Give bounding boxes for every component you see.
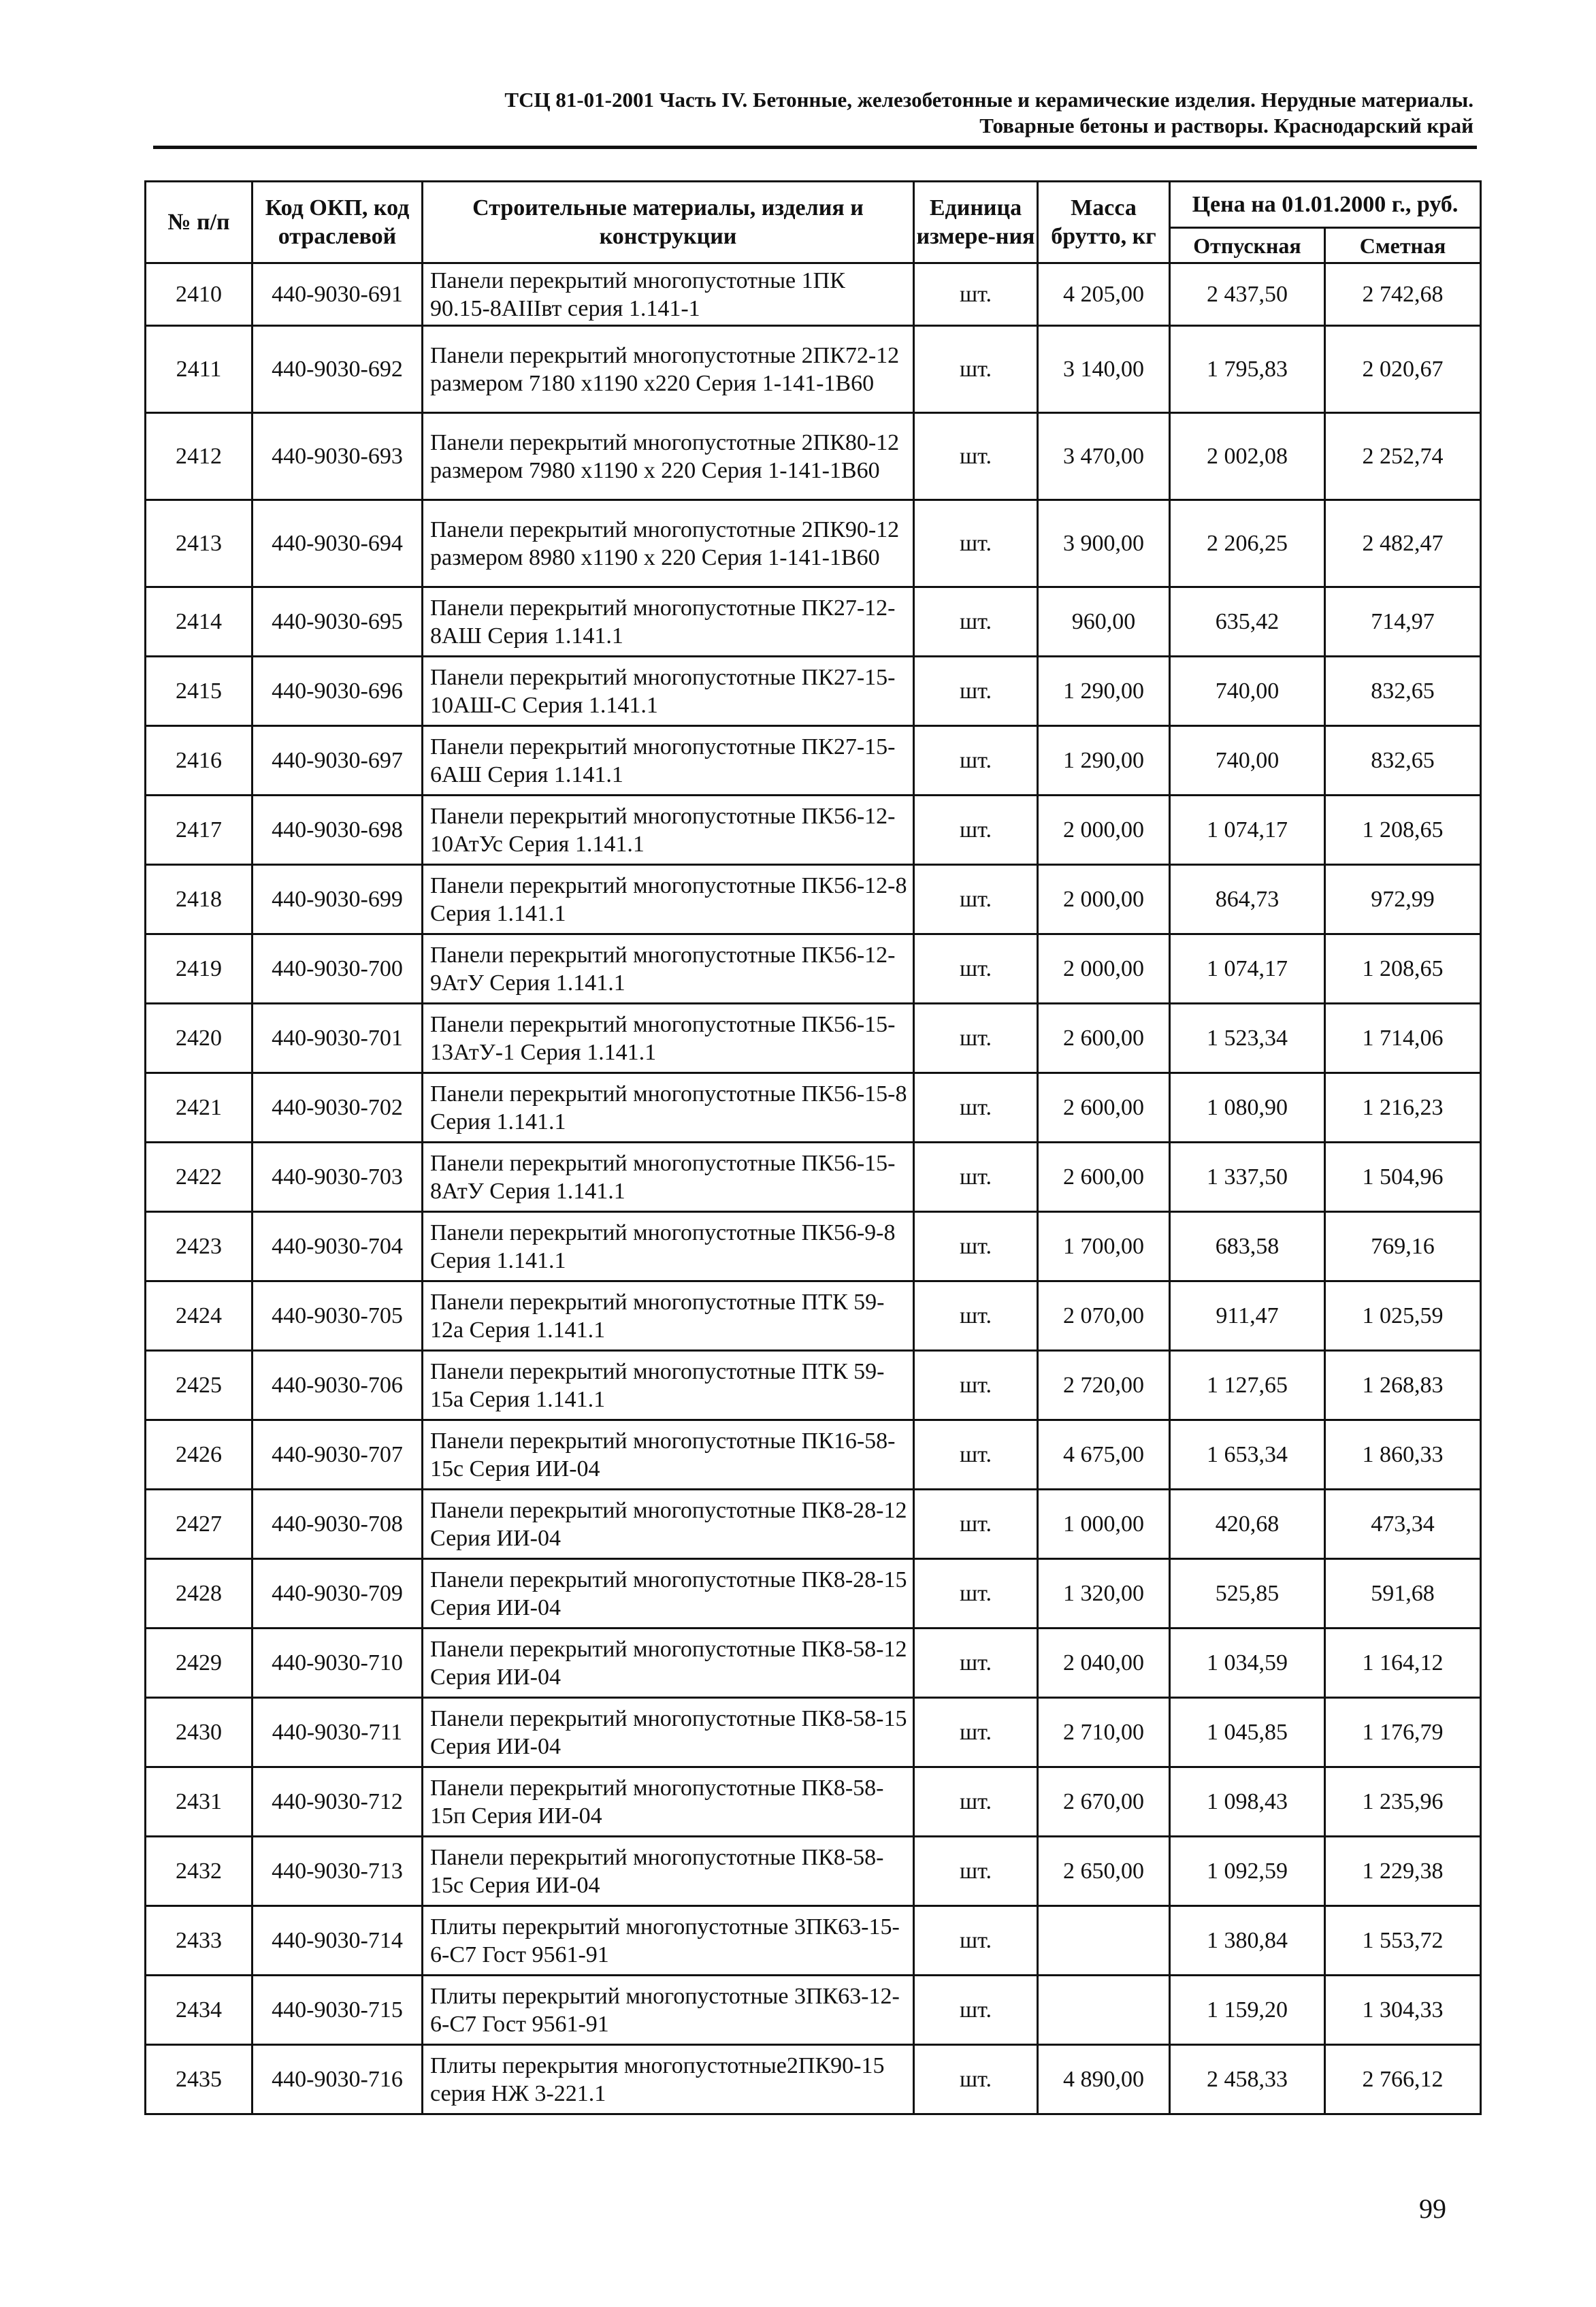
row-unit: шт. xyxy=(914,1212,1038,1281)
row-code: 440-9030-692 xyxy=(253,326,423,413)
col-header-unit: Единица измере-ния xyxy=(914,182,1038,263)
table-row xyxy=(146,1351,1481,1420)
row-name: Плиты перекрытий многопустотные 3ПК63-12-6-С7 Гост 9561-91 xyxy=(423,1976,914,2045)
row-price-release: 1 034,59 xyxy=(1170,1629,1325,1698)
row-mass xyxy=(1038,1976,1170,2045)
col-header-num: № п/п xyxy=(146,182,253,263)
table-row xyxy=(146,1698,1481,1767)
price-table xyxy=(144,180,1482,2115)
row-unit: шт. xyxy=(914,1004,1038,1073)
row-name: Панели перекрытий многопустотные ПК27-15-6АШ Серия 1.141.1 xyxy=(423,726,914,796)
row-num: 2434 xyxy=(146,1976,253,2045)
row-num: 2428 xyxy=(146,1559,253,1629)
table-row xyxy=(146,934,1481,1004)
table-row xyxy=(146,1073,1481,1143)
row-price-estimate: 1 268,83 xyxy=(1325,1351,1481,1420)
row-unit: шт. xyxy=(914,1490,1038,1559)
row-num: 2422 xyxy=(146,1143,253,1212)
row-name: Панели перекрытий многопустотные ПК8-28-15 Серия ИИ-04 xyxy=(423,1559,914,1629)
row-code: 440-9030-700 xyxy=(253,934,423,1004)
row-price-release: 1 159,20 xyxy=(1170,1976,1325,2045)
row-name: Панели перекрытий многопустотные ПК56-15-8 Серия 1.141.1 xyxy=(423,1073,914,1143)
row-code: 440-9030-698 xyxy=(253,796,423,865)
row-code: 440-9030-713 xyxy=(253,1837,423,1906)
table-row xyxy=(146,1767,1481,1837)
row-mass: 3 900,00 xyxy=(1038,500,1170,587)
row-price-estimate: 2 742,68 xyxy=(1325,263,1481,326)
row-name: Панели перекрытий многопустотные ПК8-58-15п Серия ИИ-04 xyxy=(423,1767,914,1837)
row-code: 440-9030-704 xyxy=(253,1212,423,1281)
row-price-release: 1 653,34 xyxy=(1170,1420,1325,1490)
row-num: 2413 xyxy=(146,500,253,587)
row-price-estimate: 769,16 xyxy=(1325,1212,1481,1281)
row-mass: 2 650,00 xyxy=(1038,1837,1170,1906)
row-price-estimate: 591,68 xyxy=(1325,1559,1481,1629)
row-unit: шт. xyxy=(914,326,1038,413)
row-code: 440-9030-707 xyxy=(253,1420,423,1490)
row-code: 440-9030-708 xyxy=(253,1490,423,1559)
header-line-2: Товарные бетоны и растворы. Краснодарский край xyxy=(979,114,1473,137)
row-price-release: 1 127,65 xyxy=(1170,1351,1325,1420)
row-name: Панели перекрытий многопустотные ПК8-28-12 Серия ИИ-04 xyxy=(423,1490,914,1559)
row-unit: шт. xyxy=(914,1351,1038,1420)
row-name: Панели перекрытий многопустотные ПТК 59-15а Серия 1.141.1 xyxy=(423,1351,914,1420)
table-row xyxy=(146,1559,1481,1629)
row-price-release: 1 380,84 xyxy=(1170,1906,1325,1976)
row-code: 440-9030-701 xyxy=(253,1004,423,1073)
row-num: 2431 xyxy=(146,1767,253,1837)
table-row xyxy=(146,1629,1481,1698)
row-num: 2410 xyxy=(146,263,253,326)
row-name: Панели перекрытий многопустотные 1ПК 90.15-8АIIIвт серия 1.141-1 xyxy=(423,263,914,326)
row-code: 440-9030-711 xyxy=(253,1698,423,1767)
row-unit: шт. xyxy=(914,934,1038,1004)
row-mass: 2 720,00 xyxy=(1038,1351,1170,1420)
row-num: 2427 xyxy=(146,1490,253,1559)
table-row xyxy=(146,263,1481,326)
row-code: 440-9030-699 xyxy=(253,865,423,934)
table-row xyxy=(146,1004,1481,1073)
row-unit: шт. xyxy=(914,1281,1038,1351)
row-mass: 1 700,00 xyxy=(1038,1212,1170,1281)
table-row xyxy=(146,2045,1481,2114)
row-code: 440-9030-695 xyxy=(253,587,423,657)
row-mass: 1 290,00 xyxy=(1038,726,1170,796)
row-price-estimate: 1 164,12 xyxy=(1325,1629,1481,1698)
row-num: 2414 xyxy=(146,587,253,657)
row-name: Плиты перекрытия многопустотные2ПК90-15 серия НЖ 3-221.1 xyxy=(423,2045,914,2114)
row-price-release: 740,00 xyxy=(1170,726,1325,796)
row-num: 2435 xyxy=(146,2045,253,2114)
row-price-estimate: 832,65 xyxy=(1325,726,1481,796)
row-name: Панели перекрытий многопустотные ПК56-15-13АтУ-1 Серия 1.141.1 xyxy=(423,1004,914,1073)
table-row xyxy=(146,865,1481,934)
col-header-name: Строительные материалы, изделия и конструкции xyxy=(423,182,914,263)
row-num: 2429 xyxy=(146,1629,253,1698)
row-unit: шт. xyxy=(914,1629,1038,1698)
row-price-estimate: 832,65 xyxy=(1325,657,1481,726)
row-price-estimate: 473,34 xyxy=(1325,1490,1481,1559)
row-unit: шт. xyxy=(914,1837,1038,1906)
row-name: Панели перекрытий многопустотные ПК8-58-12 Серия ИИ-04 xyxy=(423,1629,914,1698)
row-mass: 2 000,00 xyxy=(1038,796,1170,865)
row-unit: шт. xyxy=(914,865,1038,934)
row-code: 440-9030-706 xyxy=(253,1351,423,1420)
table-row xyxy=(146,413,1481,500)
row-num: 2419 xyxy=(146,934,253,1004)
row-num: 2433 xyxy=(146,1906,253,1976)
row-mass: 2 600,00 xyxy=(1038,1073,1170,1143)
row-unit: шт. xyxy=(914,1559,1038,1629)
table-row xyxy=(146,1143,1481,1212)
table-row xyxy=(146,1490,1481,1559)
row-price-estimate: 2 766,12 xyxy=(1325,2045,1481,2114)
row-price-estimate: 1 860,33 xyxy=(1325,1420,1481,1490)
row-num: 2420 xyxy=(146,1004,253,1073)
table-row xyxy=(146,500,1481,587)
table-row xyxy=(146,726,1481,796)
row-price-release: 1 795,83 xyxy=(1170,326,1325,413)
row-name: Панели перекрытий многопустотные ПК8-58-15 Серия ИИ-04 xyxy=(423,1698,914,1767)
row-code: 440-9030-691 xyxy=(253,263,423,326)
row-code: 440-9030-696 xyxy=(253,657,423,726)
row-price-estimate: 1 235,96 xyxy=(1325,1767,1481,1837)
document-header xyxy=(140,87,1473,139)
row-mass xyxy=(1038,1906,1170,1976)
row-price-release: 1 074,17 xyxy=(1170,796,1325,865)
row-mass: 4 675,00 xyxy=(1038,1420,1170,1490)
row-price-estimate: 2 020,67 xyxy=(1325,326,1481,413)
row-price-release: 1 092,59 xyxy=(1170,1837,1325,1906)
row-price-estimate: 1 714,06 xyxy=(1325,1004,1481,1073)
row-mass: 3 140,00 xyxy=(1038,326,1170,413)
header-divider xyxy=(153,146,1477,149)
row-name: Панели перекрытий многопустотные 2ПК80-12 размером 7980 х1190 х 220 Серия 1-141-1В60 xyxy=(423,413,914,500)
col-header-price: Цена на 01.01.2000 г., руб. xyxy=(1170,182,1481,228)
row-mass: 1 000,00 xyxy=(1038,1490,1170,1559)
row-price-release: 2 437,50 xyxy=(1170,263,1325,326)
row-price-estimate: 1 304,33 xyxy=(1325,1976,1481,2045)
row-unit: шт. xyxy=(914,726,1038,796)
row-code: 440-9030-703 xyxy=(253,1143,423,1212)
row-code: 440-9030-694 xyxy=(253,500,423,587)
row-num: 2415 xyxy=(146,657,253,726)
row-name: Панели перекрытий многопустотные ПК8-58-15с Серия ИИ-04 xyxy=(423,1837,914,1906)
table-row xyxy=(146,1837,1481,1906)
table-row xyxy=(146,796,1481,865)
row-price-release: 1 080,90 xyxy=(1170,1073,1325,1143)
row-code: 440-9030-716 xyxy=(253,2045,423,2114)
col-header-price-release: Отпускная xyxy=(1170,228,1325,263)
row-mass: 2 000,00 xyxy=(1038,934,1170,1004)
col-header-mass: Масса брутто, кг xyxy=(1038,182,1170,263)
row-num: 2432 xyxy=(146,1837,253,1906)
row-price-estimate: 1 504,96 xyxy=(1325,1143,1481,1212)
row-unit: шт. xyxy=(914,1073,1038,1143)
row-code: 440-9030-714 xyxy=(253,1906,423,1976)
row-mass: 4 205,00 xyxy=(1038,263,1170,326)
row-price-release: 911,47 xyxy=(1170,1281,1325,1351)
table-row xyxy=(146,1212,1481,1281)
table-body xyxy=(146,263,1481,2114)
row-price-estimate: 1 176,79 xyxy=(1325,1698,1481,1767)
row-num: 2416 xyxy=(146,726,253,796)
row-price-release: 1 074,17 xyxy=(1170,934,1325,1004)
row-price-estimate: 714,97 xyxy=(1325,587,1481,657)
row-unit: шт. xyxy=(914,1767,1038,1837)
row-price-release: 683,58 xyxy=(1170,1212,1325,1281)
row-mass: 2 070,00 xyxy=(1038,1281,1170,1351)
table-row xyxy=(146,657,1481,726)
row-num: 2425 xyxy=(146,1351,253,1420)
row-price-release: 2 206,25 xyxy=(1170,500,1325,587)
row-num: 2426 xyxy=(146,1420,253,1490)
row-num: 2418 xyxy=(146,865,253,934)
row-price-release: 420,68 xyxy=(1170,1490,1325,1559)
row-unit: шт. xyxy=(914,1906,1038,1976)
row-code: 440-9030-712 xyxy=(253,1767,423,1837)
row-unit: шт. xyxy=(914,587,1038,657)
row-mass: 1 320,00 xyxy=(1038,1559,1170,1629)
row-num: 2430 xyxy=(146,1698,253,1767)
row-num: 2421 xyxy=(146,1073,253,1143)
row-code: 440-9030-715 xyxy=(253,1976,423,2045)
row-unit: шт. xyxy=(914,1698,1038,1767)
row-name: Панели перекрытий многопустотные ПК56-12-9АтУ Серия 1.141.1 xyxy=(423,934,914,1004)
col-header-code: Код ОКП, код отраслевой xyxy=(253,182,423,263)
row-code: 440-9030-702 xyxy=(253,1073,423,1143)
row-name: Панели перекрытий многопустотные ПК56-12-10АтУс Серия 1.141.1 xyxy=(423,796,914,865)
row-name: Панели перекрытий многопустотные ПК16-58-15с Серия ИИ-04 xyxy=(423,1420,914,1490)
row-code: 440-9030-709 xyxy=(253,1559,423,1629)
row-price-release: 864,73 xyxy=(1170,865,1325,934)
row-price-estimate: 2 252,74 xyxy=(1325,413,1481,500)
row-mass: 4 890,00 xyxy=(1038,2045,1170,2114)
row-price-release: 1 098,43 xyxy=(1170,1767,1325,1837)
table-row xyxy=(146,1906,1481,1976)
row-name: Панели перекрытий многопустотные 2ПК72-12 размером 7180 х1190 х220 Серия 1-141-1В60 xyxy=(423,326,914,413)
row-num: 2412 xyxy=(146,413,253,500)
table-row xyxy=(146,587,1481,657)
row-price-release: 1 523,34 xyxy=(1170,1004,1325,1073)
row-price-release: 1 045,85 xyxy=(1170,1698,1325,1767)
row-num: 2424 xyxy=(146,1281,253,1351)
row-price-release: 1 337,50 xyxy=(1170,1143,1325,1212)
col-header-price-estimate: Сметная xyxy=(1325,228,1481,263)
page-number: 99 xyxy=(1419,2193,1446,2224)
row-name: Панели перекрытий многопустотные 2ПК90-12 размером 8980 х1190 х 220 Серия 1-141-1В60 xyxy=(423,500,914,587)
row-price-estimate: 1 208,65 xyxy=(1325,934,1481,1004)
row-price-estimate: 1 229,38 xyxy=(1325,1837,1481,1906)
row-price-estimate: 1 553,72 xyxy=(1325,1906,1481,1976)
row-name: Панели перекрытий многопустотные ПТК 59-12а Серия 1.141.1 xyxy=(423,1281,914,1351)
row-mass: 2 600,00 xyxy=(1038,1004,1170,1073)
row-unit: шт. xyxy=(914,2045,1038,2114)
row-mass: 2 670,00 xyxy=(1038,1767,1170,1837)
row-unit: шт. xyxy=(914,657,1038,726)
row-code: 440-9030-693 xyxy=(253,413,423,500)
row-price-release: 525,85 xyxy=(1170,1559,1325,1629)
row-price-estimate: 1 025,59 xyxy=(1325,1281,1481,1351)
table-row xyxy=(146,1976,1481,2045)
row-price-estimate: 2 482,47 xyxy=(1325,500,1481,587)
row-unit: шт. xyxy=(914,1420,1038,1490)
row-mass: 2 600,00 xyxy=(1038,1143,1170,1212)
row-price-release: 2 458,33 xyxy=(1170,2045,1325,2114)
row-name: Панели перекрытий многопустотные ПК27-15-10АШ-С Серия 1.141.1 xyxy=(423,657,914,726)
row-price-estimate: 972,99 xyxy=(1325,865,1481,934)
table-row xyxy=(146,1281,1481,1351)
row-name: Плиты перекрытий многопустотные 3ПК63-15-6-С7 Гост 9561-91 xyxy=(423,1906,914,1976)
row-mass: 1 290,00 xyxy=(1038,657,1170,726)
row-name: Панели перекрытий многопустотные ПК56-12-8 Серия 1.141.1 xyxy=(423,865,914,934)
row-price-estimate: 1 216,23 xyxy=(1325,1073,1481,1143)
row-name: Панели перекрытий многопустотные ПК27-12-8АШ Серия 1.141.1 xyxy=(423,587,914,657)
row-mass: 2 040,00 xyxy=(1038,1629,1170,1698)
row-mass: 960,00 xyxy=(1038,587,1170,657)
row-unit: шт. xyxy=(914,263,1038,326)
row-price-estimate: 1 208,65 xyxy=(1325,796,1481,865)
row-price-release: 2 002,08 xyxy=(1170,413,1325,500)
row-code: 440-9030-710 xyxy=(253,1629,423,1698)
row-name: Панели перекрытий многопустотные ПК56-15-8АтУ Серия 1.141.1 xyxy=(423,1143,914,1212)
row-unit: шт. xyxy=(914,500,1038,587)
row-mass: 3 470,00 xyxy=(1038,413,1170,500)
row-num: 2423 xyxy=(146,1212,253,1281)
row-price-release: 635,42 xyxy=(1170,587,1325,657)
table-row xyxy=(146,1420,1481,1490)
row-mass: 2 710,00 xyxy=(1038,1698,1170,1767)
row-unit: шт. xyxy=(914,413,1038,500)
row-unit: шт. xyxy=(914,796,1038,865)
row-code: 440-9030-697 xyxy=(253,726,423,796)
row-unit: шт. xyxy=(914,1976,1038,2045)
row-price-release: 740,00 xyxy=(1170,657,1325,726)
header-line-1: ТСЦ 81-01-2001 Часть IV. Бетонные, железобетонные и керамические изделия. Нерудные материалы. xyxy=(504,88,1473,112)
row-mass: 2 000,00 xyxy=(1038,865,1170,934)
table-row xyxy=(146,326,1481,413)
row-num: 2417 xyxy=(146,796,253,865)
row-unit: шт. xyxy=(914,1143,1038,1212)
row-name: Панели перекрытий многопустотные ПК56-9-8 Серия 1.141.1 xyxy=(423,1212,914,1281)
row-num: 2411 xyxy=(146,326,253,413)
row-code: 440-9030-705 xyxy=(253,1281,423,1351)
